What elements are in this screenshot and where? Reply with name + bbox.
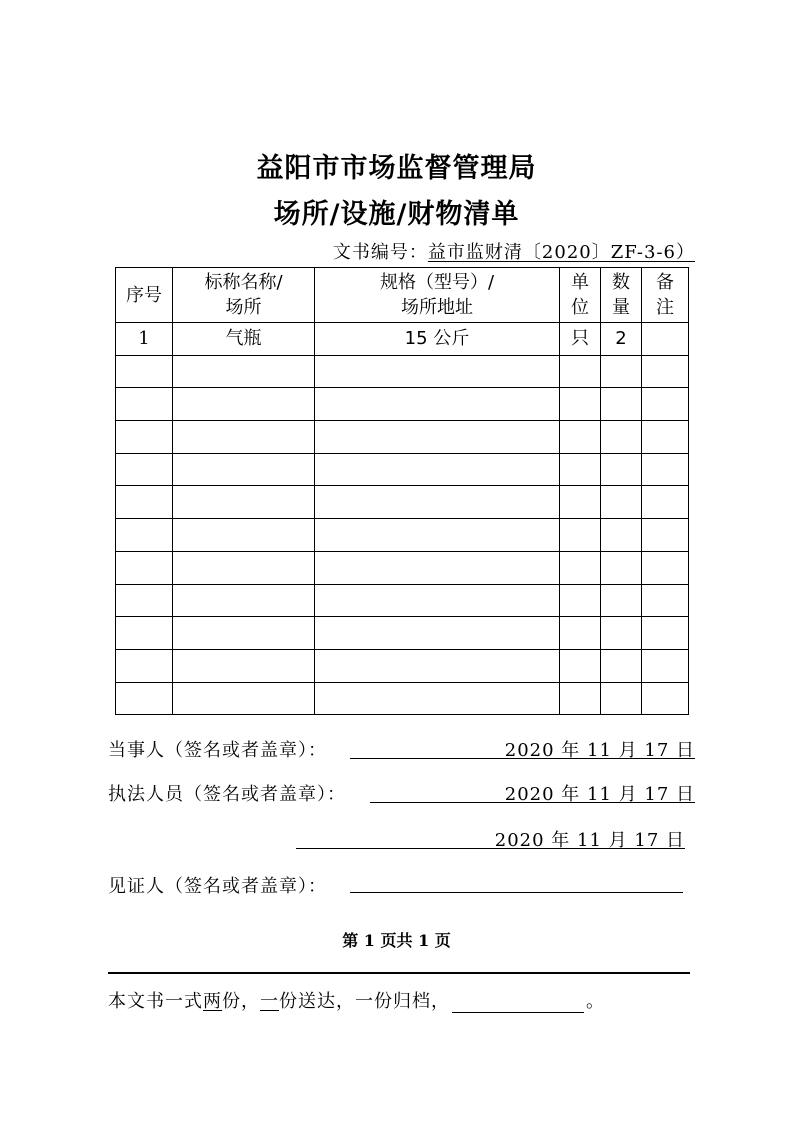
cell-note	[642, 649, 689, 682]
table-row	[116, 682, 689, 715]
col-header-qty	[601, 268, 642, 323]
col-header-spec-line1: 规格（型号）/	[379, 272, 495, 293]
col-header-qty-line1: 数	[612, 272, 630, 293]
cell-qty	[601, 617, 642, 650]
cell-qty	[601, 649, 642, 682]
cell-seq	[116, 649, 173, 682]
cell-spec	[315, 649, 560, 682]
col-header-note-line2: 注	[656, 297, 674, 318]
extra-signature-date: 2020 年 11 月 17 日	[494, 830, 685, 851]
cell-name	[173, 388, 315, 421]
cell-note	[642, 519, 689, 552]
table-row	[116, 355, 689, 388]
cell-seq	[116, 453, 173, 486]
table-row	[116, 453, 689, 486]
cell-note	[642, 682, 689, 715]
table-row	[116, 551, 689, 584]
party-signature-date: 2020 年 11 月 17 日	[504, 740, 695, 761]
cell-note	[642, 453, 689, 486]
col-header-name-line2: 场所	[225, 297, 262, 318]
cell-name	[173, 584, 315, 617]
cell-name	[173, 617, 315, 650]
cell-seq	[116, 388, 173, 421]
party-signature-label: 当事人（签名或者盖章）：	[108, 740, 327, 761]
cell-name	[173, 649, 315, 682]
col-header-note	[642, 268, 689, 323]
cell-qty	[601, 519, 642, 552]
page-title: 益阳市市场监督管理局	[256, 153, 537, 184]
witness-signature-field[interactable]	[350, 892, 683, 893]
cell-seq	[116, 355, 173, 388]
table-row	[116, 584, 689, 617]
cell-note	[642, 323, 689, 356]
document-subtitle: 场所/设施/财物清单	[273, 199, 520, 230]
table-header-row	[116, 268, 689, 323]
cell-name	[173, 453, 315, 486]
cell-qty	[601, 453, 642, 486]
cell-name	[173, 682, 315, 715]
cell-unit	[560, 421, 601, 454]
copies-text-f: 。	[586, 991, 605, 1012]
copies-blank-field[interactable]	[452, 994, 584, 1013]
copies-delivered-count: 一	[260, 991, 279, 1012]
copies-text-e: 份送达，一份归档，	[279, 991, 450, 1012]
witness-signature-label: 见证人（签名或者盖章）：	[108, 876, 327, 897]
cell-note	[642, 617, 689, 650]
cell-name	[173, 551, 315, 584]
cell-note	[642, 421, 689, 454]
table-row	[116, 519, 689, 552]
cell-qty	[601, 551, 642, 584]
cell-note	[642, 551, 689, 584]
cell-spec	[315, 486, 560, 519]
table-row	[116, 486, 689, 519]
table-row	[116, 323, 689, 356]
cell-unit	[560, 486, 601, 519]
col-header-unit	[560, 268, 601, 323]
cell-qty	[601, 682, 642, 715]
cell-name: 气瓶	[173, 323, 315, 356]
cell-note	[642, 486, 689, 519]
table-row	[116, 421, 689, 454]
cell-spec	[315, 388, 560, 421]
cell-qty	[601, 421, 642, 454]
cell-unit	[560, 519, 601, 552]
cell-unit	[560, 388, 601, 421]
cell-seq: 1	[116, 323, 173, 356]
table-row	[116, 649, 689, 682]
inventory-table	[115, 267, 689, 715]
cell-seq	[116, 617, 173, 650]
col-header-qty-line2: 量	[612, 297, 630, 318]
cell-spec	[315, 617, 560, 650]
cell-name	[173, 486, 315, 519]
cell-spec	[315, 551, 560, 584]
table-row	[116, 617, 689, 650]
cell-unit	[560, 649, 601, 682]
document-number	[333, 238, 695, 264]
col-header-note-line1: 备	[656, 272, 674, 293]
cell-spec	[315, 453, 560, 486]
col-header-spec-line2: 场所地址	[401, 297, 473, 318]
copies-text-c: 份，	[222, 991, 260, 1012]
copies-note	[108, 987, 605, 1013]
cell-seq	[116, 682, 173, 715]
cell-seq	[116, 551, 173, 584]
cell-spec	[315, 682, 560, 715]
cell-unit	[560, 453, 601, 486]
cell-spec	[315, 519, 560, 552]
document-number-label: 文书编号：	[332, 242, 428, 263]
cell-qty	[601, 388, 642, 421]
cell-qty	[601, 486, 642, 519]
cell-note	[642, 388, 689, 421]
col-header-name-line1: 标称名称/	[204, 272, 283, 293]
cell-unit	[560, 617, 601, 650]
cell-spec	[315, 355, 560, 388]
cell-spec: 15 公斤	[315, 323, 560, 356]
col-header-name	[173, 268, 315, 323]
cell-name	[173, 519, 315, 552]
cell-seq	[116, 584, 173, 617]
col-header-unit-line2: 位	[571, 297, 589, 318]
page-number: 第 1 页共 1 页	[342, 931, 451, 950]
cell-seq	[116, 486, 173, 519]
cell-qty: 2	[601, 323, 642, 356]
cell-note	[642, 355, 689, 388]
cell-unit	[560, 355, 601, 388]
cell-unit	[560, 584, 601, 617]
col-header-spec	[315, 268, 560, 323]
table-row	[116, 388, 689, 421]
cell-unit	[560, 682, 601, 715]
copies-count: 两	[203, 991, 222, 1012]
footer-divider	[108, 972, 690, 974]
cell-unit: 只	[560, 323, 601, 356]
cell-note	[642, 584, 689, 617]
cell-name	[173, 421, 315, 454]
cell-seq	[116, 519, 173, 552]
officer-signature-label: 执法人员（签名或者盖章）：	[108, 784, 346, 805]
col-header-seq: 序号	[116, 268, 173, 323]
col-header-unit-line1: 单	[571, 272, 589, 293]
cell-spec	[315, 421, 560, 454]
document-number-value: 益市监财清〔2020〕ZF-3-6）	[427, 242, 695, 263]
cell-spec	[315, 584, 560, 617]
cell-seq	[116, 421, 173, 454]
cell-unit	[560, 551, 601, 584]
cell-qty	[601, 584, 642, 617]
copies-text-a: 本文书一式	[108, 991, 203, 1012]
officer-signature-date: 2020 年 11 月 17 日	[504, 784, 695, 805]
cell-qty	[601, 355, 642, 388]
cell-name	[173, 355, 315, 388]
